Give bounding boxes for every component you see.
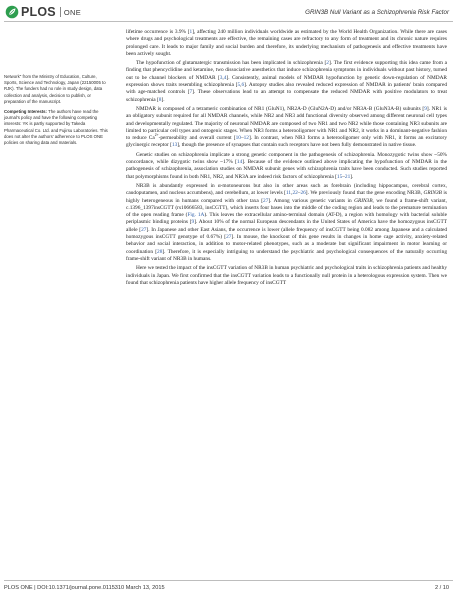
sidebar-notes (4, 74, 111, 150)
logo-separator (60, 7, 61, 17)
text-run: – (297, 190, 301, 197)
text-run: ]. Therefore, it is especially intriguing to understand the psychiatric and psychological consequences of the naturally occurring frame-shift variant of NR3B in humans. (126, 248, 447, 262)
citation-link[interactable]: 21 (344, 173, 351, 180)
text-run: NR3B is abundantly expressed in α-motoneurons but also in other areas such as forebrain (including hippocampus, cerebral cortex, caudoputamen, and nucleus accumbens), and cerebellum, at lower levels [ (126, 182, 447, 197)
text-run: ], affecting 240 million individuals worldwide as estimated by the World Health Organization. While there are cases where drugs and psychological treatments are effective, the remaining cases are refractory to any form of treatment and its chronic nature requires prolonged care. It leads to major family and social burden and therefore, its underlying mechanism of pathogenesis and effective treatments have been actively sought. (126, 29, 447, 57)
citation-link[interactable]: 4 (223, 74, 227, 81)
body-paragraph-1 (126, 29, 447, 58)
text-run: – (342, 173, 345, 180)
citation-link[interactable]: Fig. 1A (187, 212, 205, 219)
text-run: is highly heterogeneous in humans compared with other taxa [ (126, 190, 447, 204)
running-title: GRIN3B Null Variant as a Schizophrenia Risk Factor (305, 9, 449, 16)
text-run: NMDAR is composed of a tetrameric combination of NR1 (GluN1), NR2A-D (GluN2A-D) and/or NR3A-B (GluN3A-B) subunits [ (136, 105, 425, 112)
citation-link[interactable]: 3 (219, 74, 223, 81)
citation-link[interactable]: 26 (300, 190, 306, 197)
body-paragraph-4 (126, 152, 447, 181)
citation-link[interactable]: 9 (424, 105, 427, 112)
text-run: lifetime occurrence is 3.9% [ (126, 29, 190, 35)
text-run: ]. Among various genetic variants in (268, 197, 355, 204)
body-paragraph-6 (126, 265, 447, 287)
text-run: ]. About 10% of the normal European descendants in the United States of America have the homozygous insCGTT allele [ (126, 219, 447, 233)
text-run: , we found a frame-shift variant, c.1396_1397insCGTT (rs10666583, insCGTT), which inserts four bases into the middle of the coding region and leads to the premature termination of the open reading frame ( (126, 197, 448, 219)
text-run: , (240, 82, 242, 89)
funding-statement: Network" from the Ministry of Education, Culture, Sports, Science and Technology, Japan (22150005 to RJK). The funders had no role in study design, data collection and analysis, decision to publish, or preparation of the manuscript. (4, 74, 106, 104)
text-run: -permeability and overall current [ (158, 135, 236, 142)
citation-link[interactable]: 5 (237, 82, 241, 89)
body-paragraph-5 (126, 183, 447, 263)
text-run: Here we tested the impact of the insCGTT variation of NR3B in human psychiatric and psychological traits in schizophrenia patients and healthy individuals in Japan. We first confirmed that the insCGTT variation leads to a functionally null protein in a heterologous expression system. Then we found that schizophrenia patients have higher allele frequency of insCGTT (126, 265, 447, 286)
text-run: ]. Consistently, animal models of NMDAR hypofunction by genetic down-regulation of NMDAR expression shows traits resembling schizophrenia [ (126, 74, 447, 89)
citation-link[interactable]: 27 (141, 226, 147, 233)
citation-link[interactable]: 2 (326, 60, 329, 67)
main-text (126, 29, 447, 289)
citation-link[interactable]: 28 (157, 248, 163, 255)
text-run: ], though the presence of synapses that contain such receptors have not been fully demonstrated in native tissue. (177, 142, 417, 149)
plos-leaf-icon (5, 5, 19, 19)
competing-interests-heading: Competing Interests: (4, 109, 47, 115)
text-run: ]. (350, 173, 354, 180)
citation-link[interactable]: 12 (243, 135, 249, 142)
text-run: ]. We previously found that the gene encoding NR3B, (305, 190, 424, 197)
citation-link[interactable]: 7 (189, 89, 193, 96)
gene-name: GRIN3B (423, 190, 442, 197)
text-run: The hypofunction of glutamatergic transmission has been implicated in schizophrenia [ (136, 60, 327, 67)
text-run: ]. The first evidence supporting this idea came from a finding that phencyclidine and ketamine, two dissociative anesthetics that induce schizophrenia symptoms in individuals without past history, turned out to be channel blockers of NMDAR [ (126, 60, 447, 81)
text-run: ]. Autopsy studies also revealed reduced expression of NMDAR in patients' brain compared with age-matched controls [ (126, 82, 448, 96)
logo-wordmark: PLOS (21, 5, 56, 19)
citation-link[interactable]: 27 (263, 197, 269, 204)
header-divider (4, 21, 453, 22)
citation-link[interactable]: 27 (226, 234, 232, 241)
superscript: 2+ (154, 133, 159, 138)
text-run: ]. In Japanese and other East Asians, the occurrence is lower (allele frequency of insCGTT being 0.082 among Japanese and a calculated homozygous insCGTT genotype of 0.67%) [ (126, 226, 448, 241)
gene-name: GRIN3B (354, 197, 373, 204)
citation-link[interactable]: 22 (292, 190, 298, 197)
citation-link[interactable]: 1 (189, 29, 193, 35)
body-paragraph-2 (126, 60, 447, 104)
citation-link[interactable]: 9 (191, 219, 195, 226)
page-number: 2 / 10 (435, 585, 449, 591)
citation-link[interactable]: 13 (171, 142, 178, 149)
text-run: , (222, 74, 224, 81)
citation-link[interactable]: 14 (236, 159, 243, 166)
citation-link[interactable]: 10 (235, 135, 241, 142)
body-paragraph-3 (126, 106, 447, 150)
text-run: Genetic studies on schizophrenia implicate a strong genetic component in the pathogenesis of schizophrenia. Monozygotic twins show ~50% concordance, while dizygotic twins show ~17% [ (126, 151, 447, 166)
text-run: ]. Because of the evidence outlined above implicating the hypofunction of NMDAR in the pathogenesis of schizophrenia, association studies on NMDAR subunit genes with schizophrenia traits have been conducted. Such studies reported that polymorphisms found in both NR1, NR2, and NR3A are indeed risk factors of schizophrenia [ (126, 159, 448, 180)
text-run: ]. (161, 96, 165, 103)
logo-suffix: ONE (63, 7, 81, 17)
citation-link[interactable]: 11 (285, 190, 292, 197)
text-run: ]. In contrast, when NR3 forms a heterooligomer only with NR1, it forms an excitatory glycinergic receptor [ (126, 135, 447, 149)
text-run: ]. NR1 is an obligatory subunit required for all NMDAR channels, while NR2 and NR3 add functional diversity observed among different neuronal cell types and developmentally regulated. The majority of neuronal NMDAR are composed of two NR1 and two NR2 while those containing NR3 subunits are limited to particular cell types and ontogenic stages. When NR3 forms a heterooligomer with NR1 and NR2, it works in a dominant-negative fashion to reduce Ca (126, 105, 448, 142)
text-run: – (240, 135, 244, 142)
citation-link[interactable]: 8 (158, 96, 162, 103)
footer-divider (4, 580, 453, 581)
text-run: ]. In mouse, the knockout of this gene results in changes in home cage activity, anxiety-related behavior and social interaction, in addition to motor-related phenotypes, such as a moderate but significant impairment in motor learning or coordination [ (126, 234, 448, 255)
competing-interests-text: The authors have read the journal's policy and have the following competing interests: YK is partly supported by Takeda Pharmaceutical Co. Ltd. and Fujirsu Laboratories. This does not alter the authors' adherence to PLOS ONE policies on sharing data and materials. (4, 109, 108, 146)
text-run: , (291, 190, 293, 197)
journal-logo[interactable] (5, 4, 81, 20)
text-run: ]. These observations lead to an attempt to compensate the reduced NMDAR with positive modulators to treat schizophrenia [ (126, 89, 447, 103)
citation-link[interactable]: 6 (241, 82, 245, 89)
citation-link[interactable]: 15 (336, 173, 343, 180)
text-run: ). This leaves the extracellular amino-terminal domain (AT-D), a region with homology with bacterial soluble periplasmic binding proteins [ (126, 212, 448, 226)
footer-citation: PLOS ONE | DOI:10.1371/journal.pone.0115310 March 13, 2015 (4, 585, 165, 591)
competing-interests (4, 109, 111, 146)
